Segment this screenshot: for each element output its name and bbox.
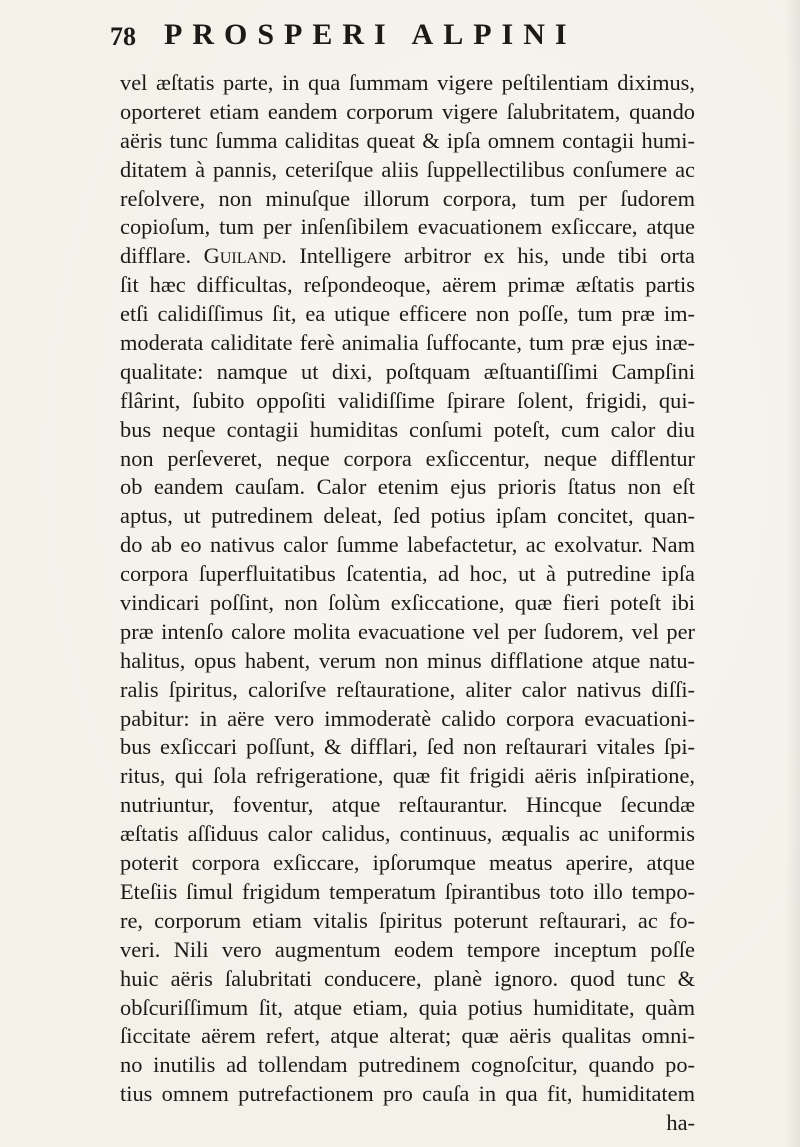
text-line: etſi calidiſſimus ſit, ea utique efficere non poſſe, tum præ im- bbox=[120, 301, 695, 327]
text-line: no inutilis ad tollendam putredinem cognoſcitur, quando po- bbox=[120, 1052, 695, 1078]
page-number: 78 bbox=[110, 22, 136, 51]
text-line: Eteſiis ſimul frigidum temperatum ſpirantibus toto illo tempo- bbox=[120, 878, 695, 904]
text-line: reſolvere, non minuſque illorum corpora, tum per ſudorem bbox=[120, 185, 695, 211]
text-line: oporteret etiam eandem corporum vigere ſalubritatem, quando bbox=[120, 98, 695, 124]
text-line: ralis ſpiritus, caloriſve reſtauratione, aliter calor nativus diſſi- bbox=[120, 676, 695, 702]
text-line: bus exſiccari poſſunt, & difflari, ſed non reſtaurari vitales ſpi- bbox=[120, 734, 695, 760]
text-line: poterit corpora exſiccare, ipſorumque meatus aperire, atque bbox=[120, 850, 695, 876]
text-line: pabitur: in aëre vero immoderatè calido corpora evacuationi- bbox=[120, 705, 695, 731]
text-line: æſtatis aſſiduus calor calidus, continuus, æqualis ac uniformis bbox=[120, 821, 695, 847]
text-line: aëris tunc ſumma caliditas queat & ipſa omnem contagii humi- bbox=[120, 127, 695, 153]
catchword: ha- bbox=[666, 1110, 695, 1136]
text-line: do ab eo nativus calor ſumme labefactetur, ac exolvatur. Nam bbox=[120, 532, 695, 558]
text-line: nutriuntur, foventur, atque reſtaurantur. Hincque ſecundæ bbox=[120, 792, 695, 818]
text-line: aptus, ut putredinem deleat, ſed potius ipſam concitet, quan- bbox=[120, 503, 695, 529]
text-line: ob eandem cauſam. Calor etenim ejus prioris ſtatus non eſt bbox=[120, 474, 695, 500]
text-line: obſcuriſſimum ſit, atque etiam, quia potius humiditate, quàm bbox=[120, 994, 695, 1020]
text-line: huic aëris ſalubritati conducere, planè ignoro. quod tunc & bbox=[120, 965, 695, 991]
text-line: difflare. Guiland. Intelligere arbitror ex his, unde tibi orta bbox=[120, 243, 695, 269]
text-line: bus neque contagii humiditas conſumi poteſt, cum calor diu bbox=[120, 416, 695, 442]
speaker-name: Guiland. bbox=[203, 243, 287, 269]
text-line: ditatem à pannis, ceteriſque aliis ſuppellectilibus conſumere ac bbox=[120, 156, 695, 182]
text-line: non perſeveret, neque corpora exſiccentur, neque difflentur bbox=[120, 445, 695, 471]
text-line: halitus, opus habent, verum non minus difflatione atque natu- bbox=[120, 647, 695, 673]
text-line: vel æſtatis parte, in qua ſummam vigere peſtilentiam diximus, bbox=[120, 70, 695, 95]
text-line: ritus, qui ſola refrigeratione, quæ fit frigidi aëris inſpiratione, bbox=[120, 763, 695, 789]
text-line: flârint, ſubito oppoſiti validiſſime ſpirare ſolent, frigidi, qui- bbox=[120, 387, 695, 413]
text-line: ſit hæc difficultas, reſpondeoque, aërem primæ æſtatis partis bbox=[120, 272, 695, 298]
text-line: qualitate: namque ut dixi, poſtquam æſtuantiſſimi Campſini bbox=[120, 358, 695, 384]
page-header bbox=[108, 10, 698, 56]
body-text bbox=[120, 69, 695, 1138]
text-line: corpora ſuperfluitatibus ſcatentia, ad hoc, ut à putredine ipſa bbox=[120, 561, 695, 587]
text-line: ſiccitate aërem refert, atque alterat; quæ aëris qualitas omni- bbox=[120, 1023, 695, 1049]
text-line: moderata caliditate ferè animalia ſuffocante, tum præ ejus inæ- bbox=[120, 330, 695, 356]
text-line: præ intenſo calore molita evacuatione vel per ſudorem, vel per bbox=[120, 618, 695, 644]
text-line: veri. Nili vero augmentum eodem tempore inceptum poſſe bbox=[120, 936, 695, 962]
text-line: tius omnem putrefactionem pro cauſa in qua fit, humiditatem bbox=[120, 1081, 695, 1107]
text-line: vindicari poſſint, non ſolùm exſiccatione, quæ fieri poteſt ibi bbox=[120, 590, 695, 616]
page-edge-shadow bbox=[786, 0, 800, 1147]
text-line: copioſum, tum per inſenſibilem evacuationem exſiccare, atque bbox=[120, 214, 695, 240]
running-head: PROSPERI ALPINI bbox=[164, 18, 577, 51]
text-line: re, corporum etiam vitalis ſpiritus poterunt reſtaurari, ac fo- bbox=[120, 907, 695, 933]
